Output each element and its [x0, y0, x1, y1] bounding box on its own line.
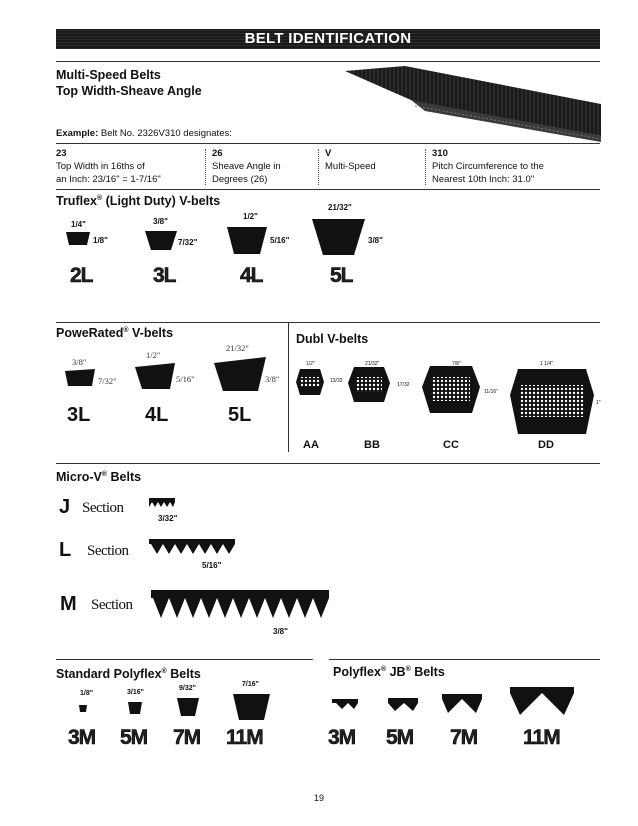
multi-speed-subheading: Top Width-Sheave Angle — [56, 84, 202, 98]
micro-v-belt-j — [149, 498, 175, 507]
example-line — [56, 127, 232, 140]
polyflex-jb-heading — [333, 665, 445, 679]
truflex-belt-4l — [227, 227, 267, 254]
section-rule — [56, 659, 313, 660]
dubl-side-dim: 1" — [596, 400, 601, 406]
section-rule — [329, 659, 600, 660]
dubl-code-dd: DD — [538, 439, 554, 451]
dubl-top-dim: 1/2" — [306, 361, 315, 367]
truflex-code-5l: 5L — [330, 264, 353, 287]
std-polyflex-heading-name: Standard Polyflex — [56, 667, 162, 681]
micro-v-section-letter-l: L — [59, 539, 72, 561]
polyflex-jb-belts-diagram — [328, 685, 578, 720]
example-line2: an Inch: 23/16" = 1-7/16" — [56, 174, 161, 185]
truflex-side-dim: 3/8" — [368, 236, 383, 245]
section-rule — [56, 143, 600, 144]
example-code: 26 — [212, 148, 223, 159]
powerated-code-5l: 5L — [228, 404, 252, 426]
micro-v-heading-name: Micro-V — [56, 470, 102, 484]
dubl-code-bb: BB — [364, 439, 380, 451]
powerated-heading-name: PoweRated — [56, 326, 124, 340]
dubl-side-dim: 17/32 — [397, 382, 410, 388]
reg-mark: ® — [405, 665, 411, 673]
example-code: V — [325, 148, 332, 159]
example-label: Example: — [56, 128, 99, 139]
dubl-belts-diagram — [292, 355, 602, 440]
truflex-heading-suffix: (Light Duty) V-belts — [102, 194, 221, 208]
example-column-4 — [432, 147, 602, 186]
micro-v-dim-j: 3/32" — [158, 514, 178, 523]
multi-speed-belt-photo — [345, 66, 601, 142]
truflex-code-2l: 2L — [70, 264, 93, 287]
example-line2: Nearest 10th Inch: 31.0" — [432, 174, 535, 185]
banner-title: BELT IDENTIFICATION — [244, 30, 412, 47]
micro-v-section-word: Section — [82, 500, 124, 516]
dubl-top-dim: 1 1/4" — [540, 361, 553, 367]
micro-v-section-letter-m: M — [60, 593, 77, 615]
polyflex-jb-code-3m: 3M — [328, 726, 356, 749]
powerated-top-dim: 1/2" — [146, 350, 161, 360]
truflex-top-dim: 3/8" — [153, 217, 168, 226]
micro-v-section-word: Section — [91, 597, 133, 613]
std-polyflex-belt-7m — [177, 698, 199, 716]
truflex-side-dim: 7/32" — [178, 238, 198, 247]
powerated-top-dim: 21/32" — [226, 343, 249, 353]
dubl-top-dim: 7/8" — [452, 361, 461, 367]
truflex-belt-5l — [312, 219, 365, 255]
example-line2: Degrees (26) — [212, 174, 268, 185]
example-code: 310 — [432, 148, 448, 159]
std-polyflex-belts-diagram — [60, 690, 290, 722]
multi-speed-heading: Multi-Speed Belts — [56, 68, 161, 82]
polyflex-jb-heading-suffix: JB — [386, 665, 406, 679]
powerated-belt-5l — [214, 357, 266, 391]
micro-v-heading-suffix: Belts — [107, 470, 142, 484]
example-text: Belt No. 2326V310 designates: — [100, 128, 232, 139]
micro-v-belt-m — [151, 590, 329, 618]
truflex-code-4l: 4L — [240, 264, 263, 287]
example-code: 23 — [56, 148, 67, 159]
powerated-belts-diagram — [60, 355, 290, 405]
truflex-belt-3l — [145, 231, 177, 250]
reg-mark: ® — [161, 667, 167, 675]
std-polyflex-code-5m: 5M — [120, 726, 148, 749]
section-rule — [56, 189, 600, 190]
section-rule — [56, 322, 600, 323]
dubl-side-dim: 13/32 — [330, 378, 343, 384]
polyflex-jb-belt-3m — [332, 699, 358, 709]
title-banner — [56, 29, 600, 49]
micro-v-belt-l — [149, 539, 235, 554]
column-divider — [425, 149, 426, 185]
column-divider — [318, 149, 319, 185]
reg-mark: ® — [97, 194, 103, 202]
micro-v-section-letter-j: J — [59, 496, 71, 518]
std-polyflex-code-7m: 7M — [173, 726, 201, 749]
micro-v-section-word: Section — [87, 543, 129, 559]
truflex-side-dim: 1/8" — [93, 236, 108, 245]
dubl-top-dim: 21/32" — [365, 361, 380, 367]
truflex-top-dim: 1/4" — [71, 220, 86, 229]
micro-v-dim-l: 5/16" — [202, 561, 222, 570]
truflex-top-dim: 21/32" — [328, 203, 352, 212]
polyflex-jb-heading-name: Polyflex — [333, 665, 381, 679]
section-rule — [56, 463, 600, 464]
polyflex-jb-heading-suffix2: Belts — [410, 665, 445, 679]
std-polyflex-top-dim: 9/32" — [179, 685, 196, 692]
std-polyflex-belt-3m — [79, 705, 87, 712]
powerated-heading-suffix: V-belts — [128, 326, 174, 340]
dubl-heading: Dubl V-belts — [296, 332, 369, 346]
example-line1: Top Width in 16ths of — [56, 161, 145, 172]
polyflex-jb-belt-5m — [388, 698, 418, 711]
polyflex-jb-code-11m: 11M — [523, 726, 560, 749]
reg-mark: ® — [380, 665, 387, 673]
powerated-side-dim: 7/32" — [98, 376, 117, 386]
powerated-side-dim: 3/8" — [265, 374, 280, 384]
truflex-belt-2l — [66, 232, 90, 245]
powerated-belt-3l — [65, 369, 95, 386]
truflex-code-3l: 3L — [153, 264, 176, 287]
micro-v-dim-m: 3/8" — [273, 627, 288, 636]
truflex-side-dim: 5/16" — [270, 236, 290, 245]
std-polyflex-belt-11m — [233, 694, 270, 720]
example-line1: Pitch Circumference to the — [432, 161, 544, 172]
powerated-side-dim: 5/16" — [176, 374, 195, 384]
std-polyflex-heading — [56, 667, 201, 681]
std-polyflex-code-3m: 3M — [68, 726, 96, 749]
example-column-3 — [325, 147, 415, 173]
dubl-code-aa: AA — [303, 439, 319, 451]
polyflex-jb-belt-11m — [510, 687, 574, 715]
powerated-top-dim: 3/8" — [72, 357, 87, 367]
std-polyflex-belt-5m — [128, 702, 142, 714]
powerated-code-3l: 3L — [67, 404, 91, 426]
example-column-1 — [56, 147, 196, 186]
micro-v-heading — [56, 470, 141, 484]
dubl-code-cc: CC — [443, 439, 459, 451]
reg-mark: ® — [123, 326, 129, 334]
example-column-2 — [212, 147, 312, 186]
polyflex-jb-code-5m: 5M — [386, 726, 414, 749]
powerated-heading — [56, 326, 173, 340]
std-polyflex-heading-suffix: Belts — [166, 667, 201, 681]
powerated-belt-4l — [135, 363, 175, 389]
column-divider — [205, 149, 206, 185]
example-line1: Multi-Speed — [325, 161, 376, 172]
page-number: 19 — [313, 793, 324, 803]
reg-mark: ® — [101, 470, 108, 478]
truflex-heading-name: Truflex — [56, 194, 97, 208]
example-line1: Sheave Angle in — [212, 161, 281, 172]
std-polyflex-top-dim: 3/16" — [127, 689, 144, 696]
powerated-code-4l: 4L — [145, 404, 169, 426]
std-polyflex-top-dim: 7/16" — [242, 681, 259, 688]
truflex-top-dim: 1/2" — [243, 212, 258, 221]
polyflex-jb-code-7m: 7M — [450, 726, 478, 749]
std-polyflex-top-dim: 1/8" — [80, 690, 94, 697]
std-polyflex-code-11m: 11M — [226, 726, 263, 749]
section-rule — [56, 61, 600, 62]
dubl-side-dim: 11/16" — [484, 389, 498, 395]
polyflex-jb-belt-7m — [442, 694, 482, 713]
